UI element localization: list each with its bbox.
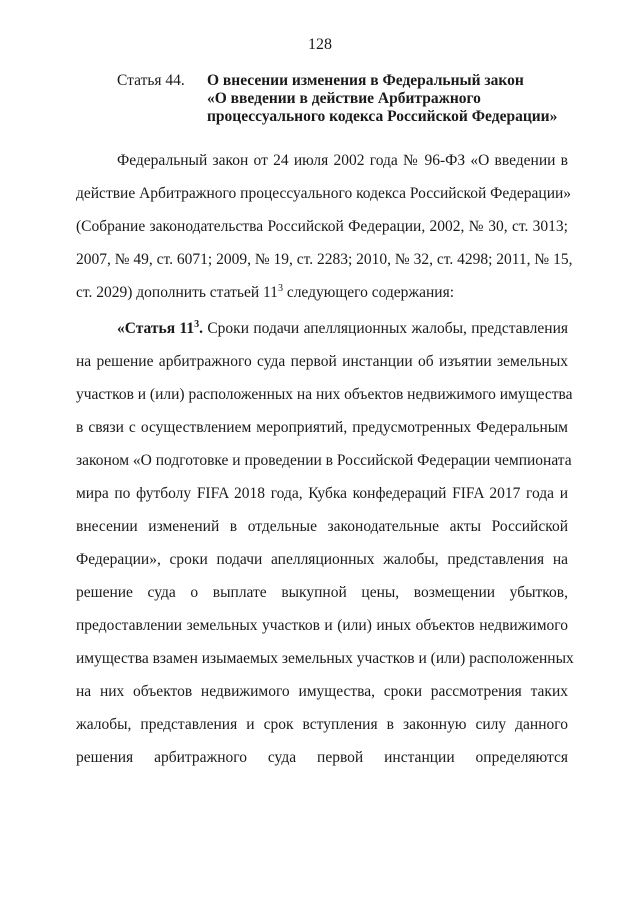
paragraph-line: мира по футболу FIFA 2018 года, Кубка конфедераций FIFA 2017 года и — [76, 485, 568, 502]
paragraph-line: предоставлении земельных участков и (или) иных объектов недвижимого — [76, 617, 568, 634]
article-title-line: процессуального кодекса Российской Федерации» — [207, 108, 558, 125]
text-fragment: следующего содержания: — [282, 284, 455, 301]
paragraph-line: решения арбитражного суда первой инстанции определяются — [76, 749, 568, 766]
paragraph-line: (Собрание законодательства Российской Федерации, 2002, № 30, ст. 3013; — [76, 218, 568, 235]
article-title-line: «О введении в действие Арбитражного — [207, 90, 481, 107]
article-ref-dot: . — [199, 320, 203, 337]
paragraph-line: законом «О подготовке и проведении в Российской Федерации чемпионата — [76, 452, 572, 469]
paragraph-line: участков и (или) расположенных на них объектов недвижимого имущества — [76, 386, 573, 403]
paragraph-line: на них объектов недвижимого имущества, сроки рассмотрения таких — [76, 683, 568, 700]
article-number: Статья 44. — [117, 72, 185, 89]
paragraph-line — [117, 320, 568, 338]
article-title — [207, 72, 587, 126]
paragraph-line: действие Арбитражного процессуального кодекса Российской Федерации» — [76, 185, 572, 202]
paragraph-line: 2007, № 49, ст. 6071; 2009, № 19, ст. 2283; 2010, № 32, ст. 4298; 2011, № 15, — [76, 251, 573, 268]
paragraph-line: в связи с осуществлением мероприятий, предусмотренных Федеральным — [76, 419, 568, 436]
paragraph-line: Федеральный закон от 24 июля 2002 года № 96-ФЗ «О введении в — [117, 152, 568, 169]
paragraph-line: на решение арбитражного суда первой инстанции об изъятии земельных — [76, 353, 568, 370]
text-fragment: Сроки подачи апелляционных жалобы, представления — [202, 320, 569, 337]
paragraph-line: имущества взамен изымаемых земельных участков и (или) расположенных — [76, 650, 574, 667]
paragraph-line: Федерации», сроки подачи апелляционных жалобы, представления на — [76, 551, 568, 568]
text-fragment: ст. 2029) дополнить статьей 11 — [76, 284, 278, 301]
superscript: 3 — [194, 318, 200, 330]
paragraph-line — [76, 284, 568, 302]
paragraph-line: решение суда о выплате выкупной цены, возмещении убытков, — [76, 584, 568, 601]
page-number: 128 — [308, 36, 332, 53]
paragraph-line: внесении изменений в отдельные законодательные акты Российской — [76, 518, 568, 535]
paragraph-line: жалобы, представления и срок вступления в законную силу данного — [76, 716, 568, 733]
article-ref: «Статья 11 — [117, 320, 195, 337]
article-title-line: О внесении изменения в Федеральный закон — [207, 72, 524, 89]
superscript: 3 — [277, 282, 283, 294]
